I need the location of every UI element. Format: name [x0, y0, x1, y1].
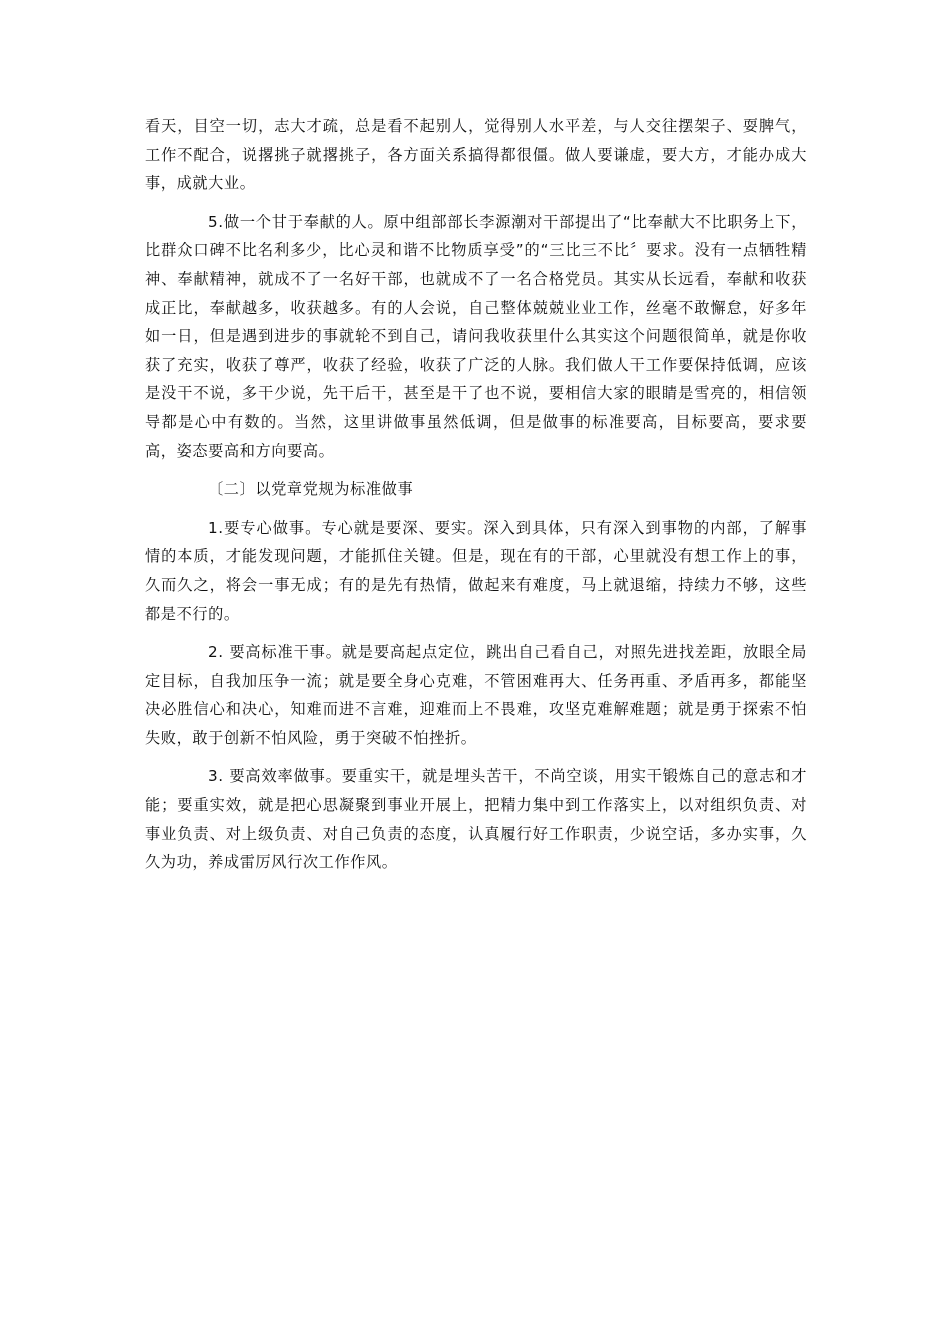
item-1-paragraph: 1.要专心做事。专心就是要深、要实。深入到具体，只有深入到事物的内部，了解事情的本质，才能发现问题，才能抓住关键。但是，现在有的干部，心里就没有想工作上的事，久而久之，将会一事无成；有的是先有热情，做起来有难度，马上就退缩，持续力不够，这些都是不行的。: [145, 518, 807, 623]
item-5-paragraph: 5.做一个甘于奉献的人。原中组部部长李源潮对干部提出了“比奉献大不比职务上下，比群众口碑不比名利多少，比心灵和谐不比物质享受”的“三比三不比〞要求。没有一点牺牲精神、奉献精神，就成不了一名好干部，也就成不了一名合格党员。其实从长远看，奉献和收获成正比，奉献越多，收获越多。有的人会说，自己整体兢兢业业工作，丝毫不敢懈怠，好多年如一日，但是遇到进步的事就轮不到自己，请问我收获里什么其实这个问题很简单，就是你收获了充实，收获了尊严，收获了经验，收获了广泛的人脉。我们做人干工作要保持低调，应该是没干不说，多干少说，先干后干，甚至是干了也不说，要相信大家的眼睛是雪亮的，相信领导都是心中有数的。当然，这里讲做事虽然低调，但是做事的标准要高，目标要高，要求要高，姿态要高和方向要高。: [145, 212, 807, 460]
item-2-paragraph: 2. 要高标准干事。就是要高起点定位，跳出自己看自己，对照先进找差距，放眼全局定目标，自我加压争一流；就是要全身心克难，不管困难再大、任务再重、矛盾再多，都能坚决必胜信心和决心，知难而进不言难，迎难而上不畏难，攻坚克难解难题；就是勇于探索不怕失败，敢于创新不怕风险，勇于突破不怕挫折。: [145, 643, 807, 747]
document-page: [145, 112, 807, 887]
item-3-paragraph: 3. 要高效率做事。要重实干，就是埋头苦干，不尚空谈，用实干锻炼自己的意志和才能；要重实效，就是把心思凝聚到事业开展上，把精力集中到工作落实上，以对组织负责、对事业负责、对上级负责、对自己负责的态度，认真履行好工作职责，少说空话，多办实事，久久为功，养成雷厉风行次工作作风。: [145, 767, 807, 872]
section-heading: 〔二〕以党章党规为标准做事: [208, 480, 414, 499]
continuation-paragraph: 看天，目空一切，志大才疏，总是看不起别人，觉得别人水平差，与人交往摆架子、耍脾气，工作不配合，说撂挑子就撂挑子，各方面关系搞得都很僵。做人要谦虚，要大方，才能办成大事，成就大业。: [145, 117, 807, 193]
